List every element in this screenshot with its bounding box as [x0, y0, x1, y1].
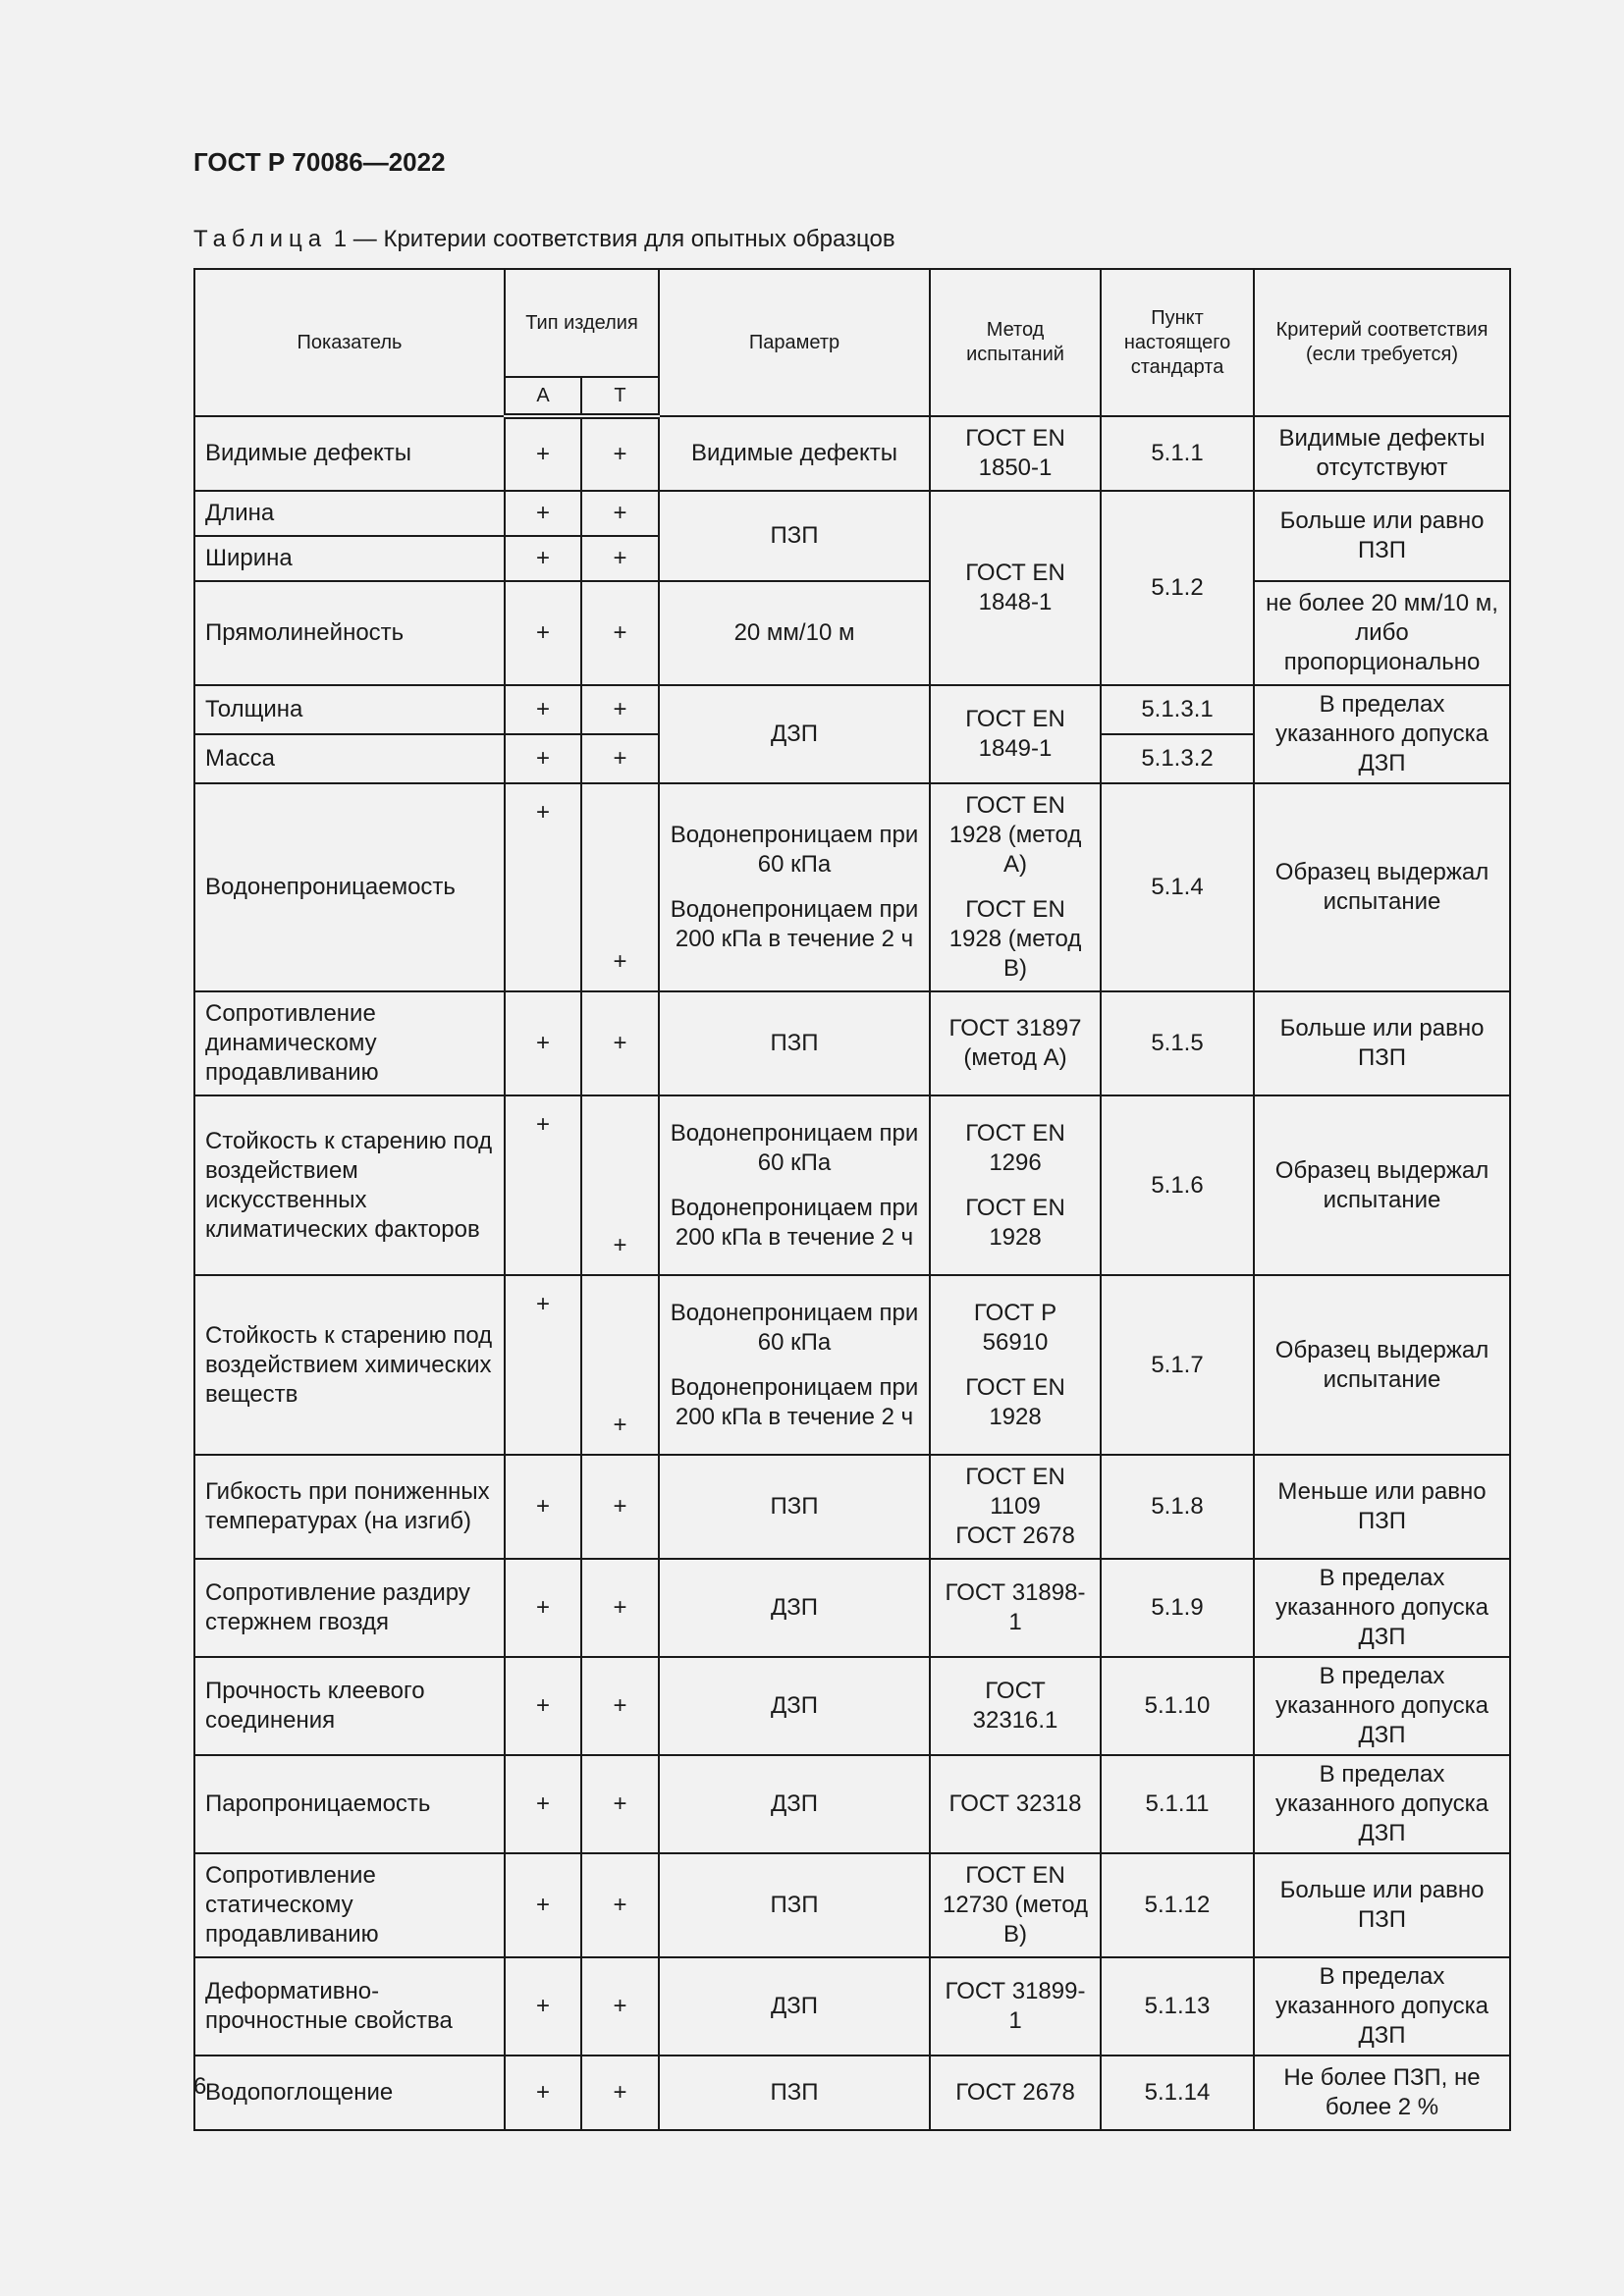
- col-type-header: Тип изделия: [505, 269, 659, 377]
- indicator-cell: Видимые дефекты: [194, 416, 505, 491]
- page-number: 6: [193, 2073, 207, 2100]
- method-cell: ГОСТ EN 1850-1: [930, 416, 1101, 491]
- type-t-cell: +: [581, 1275, 659, 1455]
- col-clause-header: Пункт настоящего стандарта: [1101, 269, 1254, 416]
- clause-cell: 5.1.3.1: [1101, 685, 1254, 734]
- col-parameter-header: Параметр: [659, 269, 930, 416]
- parameter-cell: ДЗП: [659, 1559, 930, 1657]
- method-cell: ГОСТ 31899-1: [930, 1957, 1101, 2056]
- type-t-cell: +: [581, 536, 659, 581]
- method-cell: [930, 1455, 1101, 1559]
- clause-cell: 5.1.7: [1101, 1275, 1254, 1455]
- table-caption-label: Таблица: [193, 226, 328, 252]
- criterion-cell: Больше или равно ПЗП: [1254, 991, 1510, 1095]
- criterion-cell: В пределах указанного допуска ДЗП: [1254, 1957, 1510, 2056]
- clause-cell: 5.1.6: [1101, 1095, 1254, 1275]
- indicator-cell: Прочность клеевого соединения: [194, 1657, 505, 1755]
- criterion-cell: Больше или равно ПЗП: [1254, 491, 1510, 581]
- method-cell: [930, 1095, 1101, 1275]
- criterion-cell: В пределах указанного допуска ДЗП: [1254, 1559, 1510, 1657]
- indicator-cell: Прямолинейность: [194, 581, 505, 685]
- method-cell: ГОСТ EN 12730 (метод В): [930, 1853, 1101, 1957]
- criteria-table: [193, 268, 1511, 2131]
- parameter-cell: ПЗП: [659, 1853, 930, 1957]
- criterion-cell: Образец выдержал испытание: [1254, 783, 1510, 991]
- clause-cell: 5.1.1: [1101, 416, 1254, 491]
- type-a-cell: +: [505, 1275, 581, 1455]
- parameter-cell: ДЗП: [659, 1957, 930, 2056]
- clause-cell: 5.1.4: [1101, 783, 1254, 991]
- indicator-cell: Деформативно-прочностные свойства: [194, 1957, 505, 2056]
- method-line: ГОСТ EN 1928: [965, 1373, 1065, 1430]
- parameter-line: Водонепроницаем при 200 кПа в течение 2 ч: [670, 1373, 919, 1430]
- method-cell: [930, 783, 1101, 991]
- criterion-cell: В пределах указанного допуска ДЗП: [1254, 685, 1510, 783]
- method-cell: ГОСТ EN 1849-1: [930, 685, 1101, 783]
- type-t-cell: +: [581, 1957, 659, 2056]
- table-row: [194, 416, 1510, 491]
- type-t-cell: +: [581, 1657, 659, 1755]
- method-line: ГОСТ EN 1928: [965, 1194, 1065, 1251]
- method-cell: ГОСТ 32316.1: [930, 1657, 1101, 1755]
- parameter-cell: ДЗП: [659, 1755, 930, 1853]
- method-cell: [930, 1275, 1101, 1455]
- type-a-cell: +: [505, 1559, 581, 1657]
- clause-cell: 5.1.10: [1101, 1657, 1254, 1755]
- method-line: ГОСТ EN 1296: [965, 1119, 1065, 1176]
- type-t-cell: +: [581, 685, 659, 734]
- type-a-cell: +: [505, 1095, 581, 1275]
- table-row: [194, 2056, 1510, 2130]
- type-t-cell: +: [581, 734, 659, 783]
- table-row: [194, 1957, 1510, 2056]
- clause-cell: 5.1.14: [1101, 2056, 1254, 2130]
- method-line: ГОСТ EN 1109: [965, 1464, 1065, 1520]
- type-a-cell: +: [505, 1957, 581, 2056]
- method-line: ГОСТ 2678: [955, 1522, 1075, 1549]
- type-a-cell: +: [505, 536, 581, 581]
- criterion-cell: Больше или равно ПЗП: [1254, 1853, 1510, 1957]
- parameter-line: Водонепроницаем при 60 кПа: [670, 822, 919, 878]
- indicator-cell: Сопротивление статическому продавливанию: [194, 1853, 505, 1957]
- type-a-cell: +: [505, 1755, 581, 1853]
- parameter-cell: Видимые дефекты: [659, 416, 930, 491]
- indicator-cell: Гибкость при пониженных температурах (на изгиб): [194, 1455, 505, 1559]
- criterion-cell: не более 20 мм/10 м, либо пропорционально: [1254, 581, 1510, 685]
- indicator-cell: Масса: [194, 734, 505, 783]
- criterion-cell: Меньше или равно ПЗП: [1254, 1455, 1510, 1559]
- col-method-header: Метод испытаний: [930, 269, 1101, 416]
- parameter-cell: ДЗП: [659, 1657, 930, 1755]
- method-cell: ГОСТ 31898-1: [930, 1559, 1101, 1657]
- parameter-cell: [659, 1095, 930, 1275]
- indicator-cell: Толщина: [194, 685, 505, 734]
- indicator-cell: Стойкость к старению под воздействием химических веществ: [194, 1275, 505, 1455]
- type-t-cell: +: [581, 491, 659, 536]
- type-a-cell: +: [505, 783, 581, 991]
- criterion-cell: В пределах указанного допуска ДЗП: [1254, 1755, 1510, 1853]
- type-a-cell: +: [505, 491, 581, 536]
- type-a-cell: +: [505, 1455, 581, 1559]
- table-row: [194, 1559, 1510, 1657]
- indicator-cell: Ширина: [194, 536, 505, 581]
- clause-cell: 5.1.5: [1101, 991, 1254, 1095]
- clause-cell: 5.1.13: [1101, 1957, 1254, 2056]
- col-type-a-header: А: [505, 377, 581, 416]
- type-a-cell: +: [505, 2056, 581, 2130]
- parameter-cell: ПЗП: [659, 991, 930, 1095]
- criterion-cell: Видимые дефекты отсутствуют: [1254, 416, 1510, 491]
- type-a-cell: +: [505, 734, 581, 783]
- document-header: ГОСТ Р 70086—2022: [193, 147, 446, 177]
- table-row: [194, 783, 1510, 991]
- criterion-cell: Образец выдержал испытание: [1254, 1095, 1510, 1275]
- parameter-line: Водонепроницаем при 60 кПа: [670, 1119, 919, 1176]
- type-t-cell: +: [581, 2056, 659, 2130]
- clause-cell: 5.1.11: [1101, 1755, 1254, 1853]
- criterion-cell: Не более ПЗП, не более 2 %: [1254, 2056, 1510, 2130]
- table-row: [194, 1657, 1510, 1755]
- table-row: [194, 1853, 1510, 1957]
- col-indicator-header: Показатель: [194, 269, 505, 416]
- parameter-cell: 20 мм/10 м: [659, 581, 930, 685]
- type-a-cell: +: [505, 991, 581, 1095]
- table-row: [194, 1455, 1510, 1559]
- method-line: ГОСТ EN 1928 (метод В): [948, 896, 1082, 982]
- clause-cell: 5.1.3.2: [1101, 734, 1254, 783]
- type-a-cell: +: [505, 1657, 581, 1755]
- indicator-cell: Сопротивление динамическому продавливанию: [194, 991, 505, 1095]
- method-cell: ГОСТ 32318: [930, 1755, 1101, 1853]
- clause-cell: 5.1.8: [1101, 1455, 1254, 1559]
- method-cell: ГОСТ EN 1848-1: [930, 491, 1101, 685]
- table-row: [194, 1095, 1510, 1275]
- table-caption: [193, 226, 895, 253]
- clause-cell: 5.1.9: [1101, 1559, 1254, 1657]
- indicator-cell: Водопоглощение: [194, 2056, 505, 2130]
- parameter-line: Водонепроницаем при 200 кПа в течение 2 ч: [670, 1194, 919, 1251]
- parameter-cell: ПЗП: [659, 2056, 930, 2130]
- parameter-cell: [659, 783, 930, 991]
- indicator-cell: Стойкость к старению под воздействием искусственных климатических факторов: [194, 1095, 505, 1275]
- type-a-cell: +: [505, 1853, 581, 1957]
- table-row: [194, 581, 1510, 685]
- table-row: [194, 1275, 1510, 1455]
- table-row: [194, 1755, 1510, 1853]
- method-cell: ГОСТ 2678: [930, 2056, 1101, 2130]
- table-row: [194, 491, 1510, 536]
- indicator-cell: Паропроницаемость: [194, 1755, 505, 1853]
- clause-cell: 5.1.12: [1101, 1853, 1254, 1957]
- clause-cell: 5.1.2: [1101, 491, 1254, 685]
- type-t-cell: +: [581, 1095, 659, 1275]
- type-t-cell: +: [581, 783, 659, 991]
- parameter-cell: ПЗП: [659, 491, 930, 581]
- type-a-cell: +: [505, 416, 581, 491]
- type-t-cell: +: [581, 1455, 659, 1559]
- type-a-cell: +: [505, 581, 581, 685]
- type-t-cell: +: [581, 1755, 659, 1853]
- parameter-line: Водонепроницаем при 200 кПа в течение 2 ч: [670, 896, 919, 952]
- type-t-cell: +: [581, 991, 659, 1095]
- criterion-cell: В пределах указанного допуска ДЗП: [1254, 1657, 1510, 1755]
- method-cell: ГОСТ 31897 (метод А): [930, 991, 1101, 1095]
- type-t-cell: +: [581, 1559, 659, 1657]
- parameter-cell: ПЗП: [659, 1455, 930, 1559]
- method-line: ГОСТ Р 56910: [973, 1299, 1057, 1356]
- parameter-cell: [659, 1275, 930, 1455]
- table-row: [194, 991, 1510, 1095]
- parameter-line: Водонепроницаем при 60 кПа: [670, 1299, 919, 1356]
- type-a-cell: +: [505, 685, 581, 734]
- type-t-cell: +: [581, 581, 659, 685]
- type-t-cell: +: [581, 1853, 659, 1957]
- criterion-cell: Образец выдержал испытание: [1254, 1275, 1510, 1455]
- indicator-cell: Длина: [194, 491, 505, 536]
- type-t-cell: +: [581, 416, 659, 491]
- indicator-cell: Водонепроницаемость: [194, 783, 505, 991]
- indicator-cell: Сопротивление раздиру стержнем гвоздя: [194, 1559, 505, 1657]
- method-line: ГОСТ EN 1928 (метод А): [948, 792, 1082, 878]
- col-type-t-header: Т: [581, 377, 659, 416]
- col-criterion-header: Критерий соответствия (если требуется): [1254, 269, 1510, 416]
- table-row: [194, 685, 1510, 734]
- table-caption-text: 1 — Критерии соответствия для опытных образцов: [333, 226, 895, 252]
- parameter-cell: ДЗП: [659, 685, 930, 783]
